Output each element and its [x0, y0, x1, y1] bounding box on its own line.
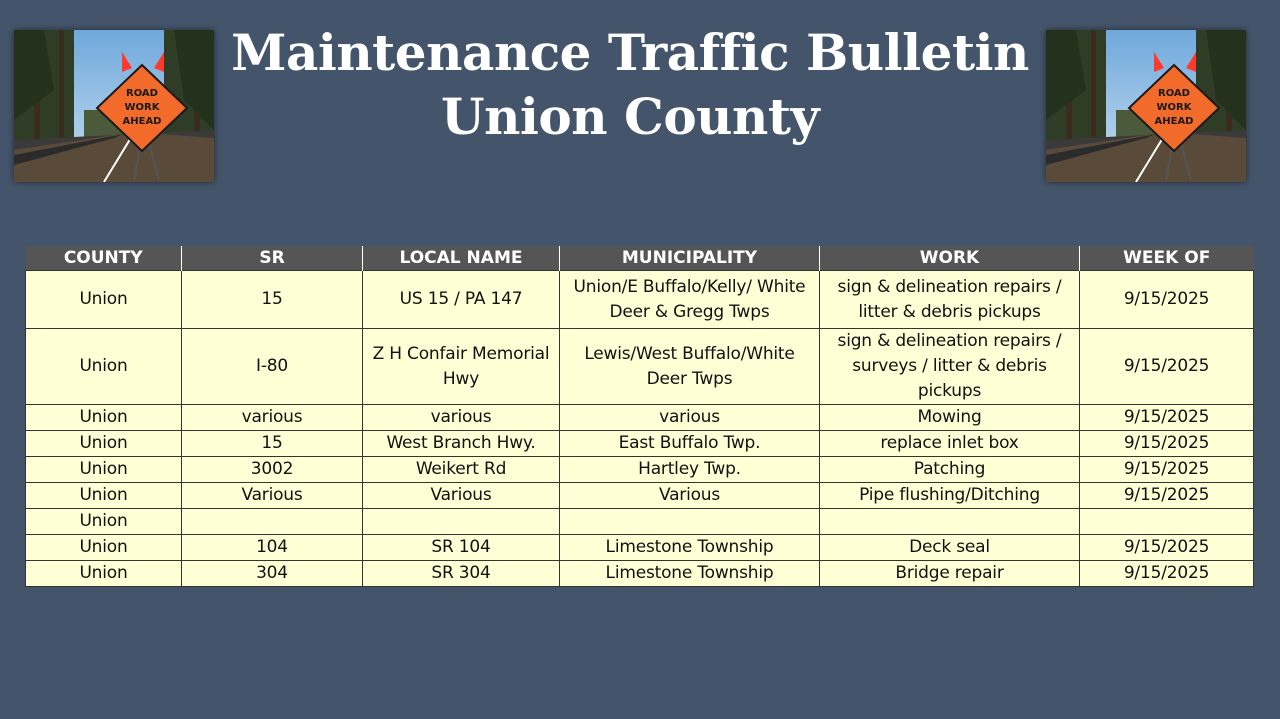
- cell-local-name: Weikert Rd: [363, 457, 560, 483]
- road-work-photo-left: [14, 30, 214, 182]
- page-subtitle: Union County: [440, 87, 820, 146]
- traffic-bulletin-table: [25, 246, 1254, 587]
- cell-local-name: [363, 509, 560, 535]
- cell-local-name: Z H Confair Memorial Hwy: [363, 329, 560, 405]
- cell-municipality: Lewis/West Buffalo/White Deer Twps: [560, 329, 820, 405]
- table-row: [26, 329, 1254, 405]
- header-week-of: WEEK OF: [1080, 246, 1254, 271]
- cell-work: replace inlet box: [820, 431, 1080, 457]
- cell-sr: various: [182, 405, 363, 431]
- table-row: [26, 483, 1254, 509]
- table-row: [26, 561, 1254, 587]
- page-title: Maintenance Traffic Bulletin: [231, 23, 1029, 82]
- cell-work: Bridge repair: [820, 561, 1080, 587]
- cell-work: Mowing: [820, 405, 1080, 431]
- table-row: [26, 431, 1254, 457]
- header-local-name: LOCAL NAME: [363, 246, 560, 271]
- cell-county: Union: [26, 535, 182, 561]
- cell-sr: 15: [182, 271, 363, 329]
- cell-municipality: East Buffalo Twp.: [560, 431, 820, 457]
- cell-local-name: various: [363, 405, 560, 431]
- header-county: COUNTY: [26, 246, 182, 271]
- cell-work: Pipe flushing/Ditching: [820, 483, 1080, 509]
- cell-county: Union: [26, 483, 182, 509]
- cell-work: Patching: [820, 457, 1080, 483]
- cell-week-of: 9/15/2025: [1080, 535, 1254, 561]
- cell-local-name: Various: [363, 483, 560, 509]
- cell-week-of: 9/15/2025: [1080, 431, 1254, 457]
- sign-text-work: WORK: [1156, 102, 1192, 113]
- cell-county: Union: [26, 457, 182, 483]
- cell-county: Union: [26, 405, 182, 431]
- cell-sr: 304: [182, 561, 363, 587]
- road-work-photo-right: [1046, 30, 1246, 182]
- cell-county: Union: [26, 271, 182, 329]
- cell-work: sign & delineation repairs / surveys / litter & debris pickups: [820, 329, 1080, 405]
- sign-text-ahead: AHEAD: [1154, 116, 1194, 127]
- sign-text-ahead: AHEAD: [122, 116, 162, 127]
- cell-municipality: [560, 509, 820, 535]
- table-row: [26, 457, 1254, 483]
- cell-sr: [182, 509, 363, 535]
- cell-local-name: West Branch Hwy.: [363, 431, 560, 457]
- cell-week-of: 9/15/2025: [1080, 271, 1254, 329]
- cell-week-of: [1080, 509, 1254, 535]
- table-row: [26, 405, 1254, 431]
- sign-text-work: WORK: [124, 102, 160, 113]
- cell-municipality: Various: [560, 483, 820, 509]
- cell-work: Deck seal: [820, 535, 1080, 561]
- cell-local-name: US 15 / PA 147: [363, 271, 560, 329]
- cell-sr: 3002: [182, 457, 363, 483]
- cell-municipality: Limestone Township: [560, 561, 820, 587]
- sign-text-road: ROAD: [126, 88, 158, 99]
- cell-sr: 104: [182, 535, 363, 561]
- table-row: [26, 271, 1254, 329]
- cell-municipality: Limestone Township: [560, 535, 820, 561]
- table-row: [26, 535, 1254, 561]
- cell-week-of: 9/15/2025: [1080, 561, 1254, 587]
- cell-county: Union: [26, 329, 182, 405]
- sign-text-road: ROAD: [1158, 88, 1190, 99]
- cell-local-name: SR 104: [363, 535, 560, 561]
- cell-week-of: 9/15/2025: [1080, 405, 1254, 431]
- cell-county: Union: [26, 561, 182, 587]
- cell-sr: Various: [182, 483, 363, 509]
- cell-municipality: Hartley Twp.: [560, 457, 820, 483]
- cell-work: [820, 509, 1080, 535]
- cell-local-name: SR 304: [363, 561, 560, 587]
- table-row: [26, 509, 1254, 535]
- cell-sr: 15: [182, 431, 363, 457]
- cell-week-of: 9/15/2025: [1080, 483, 1254, 509]
- header-sr: SR: [182, 246, 363, 271]
- cell-municipality: Union/E Buffalo/Kelly/ White Deer & Gregg Twps: [560, 271, 820, 329]
- cell-work: sign & delineation repairs / litter & debris pickups: [820, 271, 1080, 329]
- header-municipality: MUNICIPALITY: [560, 246, 820, 271]
- cell-county: Union: [26, 431, 182, 457]
- header-work: WORK: [820, 246, 1080, 271]
- cell-sr: I-80: [182, 329, 363, 405]
- cell-week-of: 9/15/2025: [1080, 329, 1254, 405]
- table-header-row: [26, 246, 1254, 271]
- cell-week-of: 9/15/2025: [1080, 457, 1254, 483]
- cell-county: Union: [26, 509, 182, 535]
- cell-municipality: various: [560, 405, 820, 431]
